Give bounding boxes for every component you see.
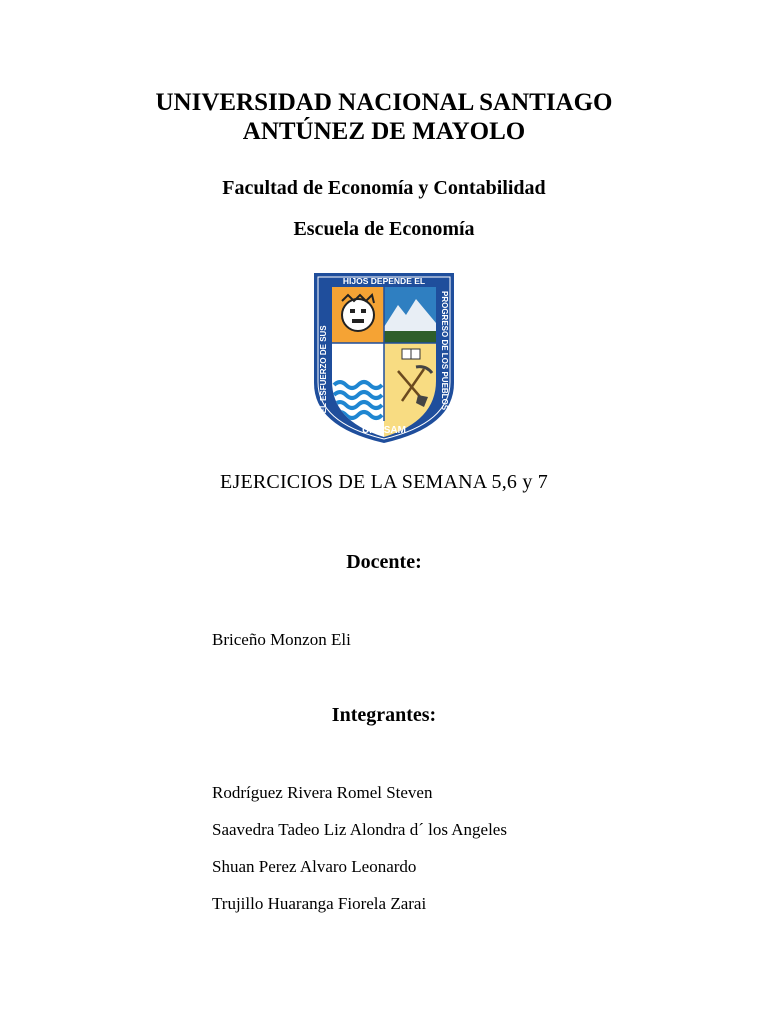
logo-bottom-text: UNASAM <box>362 425 406 436</box>
member-item: Rodríguez Rivera Romel Steven <box>212 783 433 802</box>
members-list <box>212 782 507 930</box>
docente-name: Briceño Monzon Eli <box>212 630 351 649</box>
member-item: Saavedra Tadeo Liz Alondra d´ los Angeles <box>212 820 507 839</box>
member-item: Trujillo Huaranga Fiorela Zarai <box>212 894 427 913</box>
logo-right-text: PROGRESO DE LOS PUEBLOS <box>440 291 449 411</box>
logo-top-text: HIJOS DEPENDE EL <box>342 276 426 286</box>
university-shield-logo <box>312 271 456 443</box>
university-title-line-2: ANTÚNEZ DE MAYOLO <box>242 118 526 145</box>
university-title-line-1: UNIVERSIDAD NACIONAL SANTIAGO <box>155 89 613 116</box>
logo-left-text: DEL ESFUERZO DE SUS <box>319 325 328 419</box>
member-item: Shuan Perez Alvaro Leonardo <box>212 857 417 876</box>
faculty-name: Facultad de Economía y Contabilidad <box>222 177 546 199</box>
exercise-title: EJERCICIOS DE LA SEMANA 5,6 y 7 <box>220 471 548 493</box>
integrantes-heading: Integrantes: <box>331 704 437 726</box>
docente-heading: Docente: <box>346 551 422 573</box>
school-name: Escuela de Economía <box>293 218 475 240</box>
university-title <box>0 88 768 146</box>
